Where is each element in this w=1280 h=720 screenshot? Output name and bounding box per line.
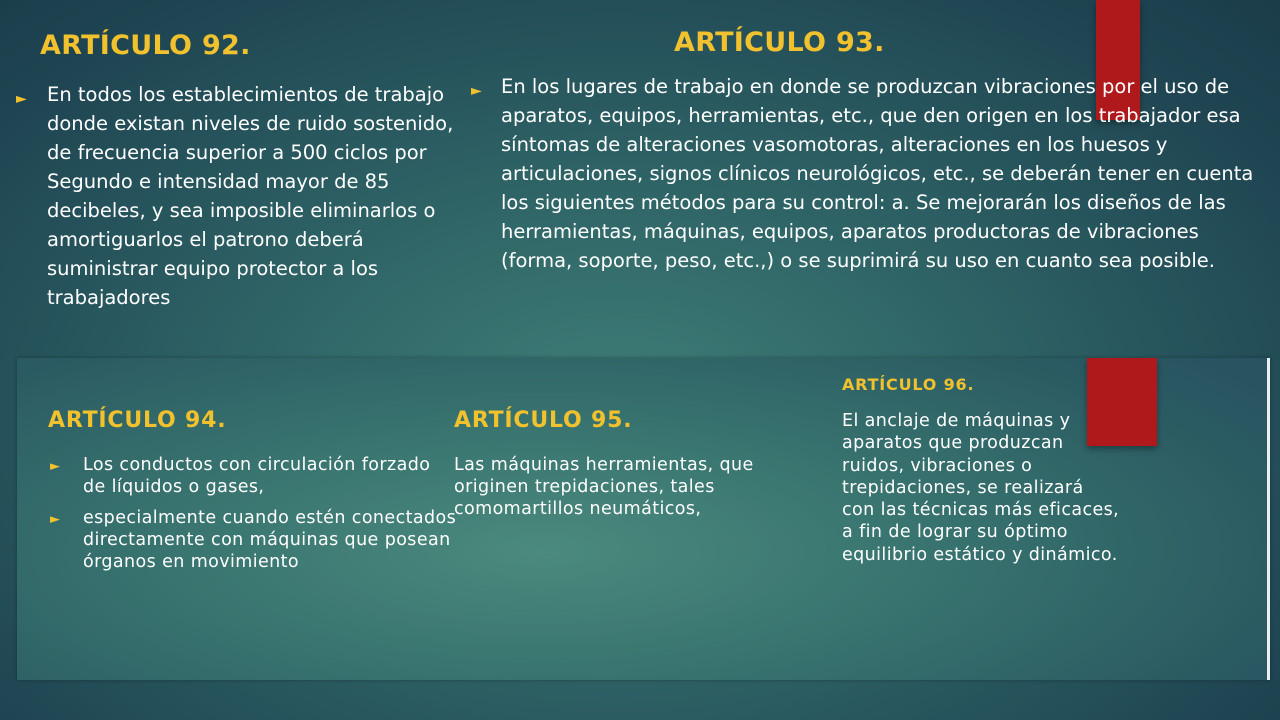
article-93-text: En los lugares de trabajo en donde se produzcan vibraciones por el uso de aparatos, equipos, herramientas, etc., que den origen en los trabajador esa síntomas de alteraciones vasomotoras, alteraciones en los huesos y articulaciones, signos clínicos neurológicos, etc., se deberán tener en cuenta los siguientes métodos para su control: a. Se mejorarán los diseños de las herramientas, máquinas, equipos, aparatos productoras de vibraciones (forma, soporte, peso, etc.,) o se suprimirá su uso en cuanto sea posible. [501, 75, 1254, 272]
bullet-arrow-icon: ► [50, 512, 60, 527]
article-95-text: Las máquinas herramientas, que originen trepidaciones, tales comomartillos neumáticos, [454, 455, 754, 519]
article-94-title: ARTÍCULO 94. [48, 408, 227, 433]
article-94-bullet-2: especialmente cuando estén conectados directamente con máquinas que posean órganos en movimiento [83, 508, 457, 572]
article-95-title: ARTÍCULO 95. [454, 408, 633, 433]
article-94-bullet-1: Los conductos con circulación forzado de líquidos o gases, [83, 455, 431, 497]
article-92-text: En todos los establecimientos de trabajo donde existan niveles de ruido sostenido, de frecuencia superior a 500 ciclos por Segundo e intensidad mayor de 85 decibeles, y sea imposible eliminarlos o amortiguarlos el patrono deberá suministrar equipo protector a los trabajadores [47, 83, 454, 309]
article-96-title: ARTÍCULO 96. [842, 375, 975, 394]
bullet-arrow-icon: ► [471, 83, 482, 99]
bullet-arrow-icon: ► [16, 91, 27, 107]
bullet-arrow-icon: ► [50, 459, 60, 474]
article-92-title: ARTÍCULO 92. [40, 30, 251, 61]
article-96-text: El anclaje de máquinas y aparatos que produzcan ruidos, vibraciones o trepidaciones, se realizará con las técnicas más eficaces, a fin de lograr su óptimo equilibrio estático y dinámico. [842, 411, 1120, 565]
embedded-slide-panel [17, 358, 1270, 680]
article-93-title: ARTÍCULO 93. [674, 27, 885, 58]
